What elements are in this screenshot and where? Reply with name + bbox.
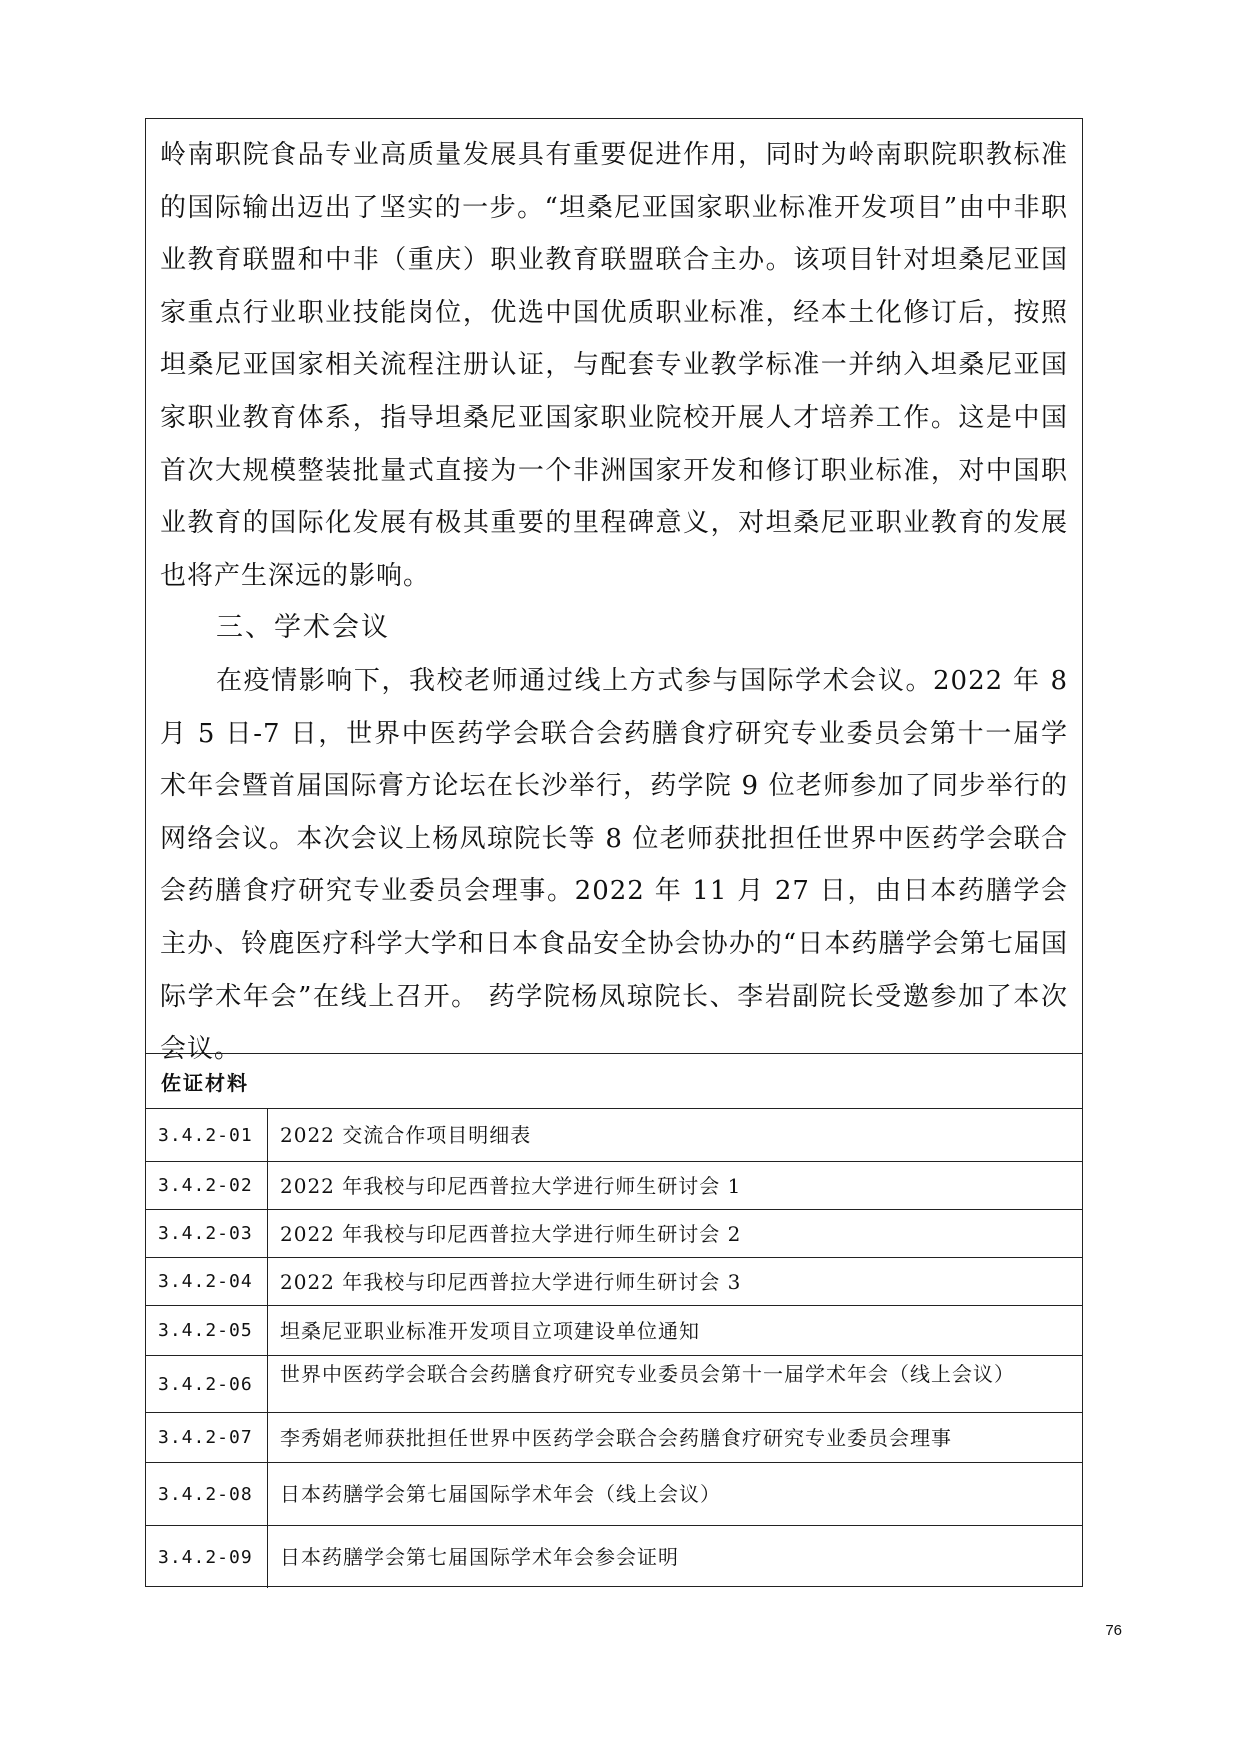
evidence-row [146,1305,1082,1355]
evidence-code: 3.4.2-09 [146,1526,268,1588]
evidence-row [146,1209,1082,1257]
evidence-code: 3.4.2-01 [146,1109,268,1161]
evidence-row [146,1108,1082,1161]
evidence-row [146,1355,1082,1412]
evidence-code: 3.4.2-02 [146,1162,268,1209]
evidence-code: 3.4.2-04 [146,1258,268,1305]
evidence-title: 2022 年我校与印尼西普拉大学进行师生研讨会 2 [280,1221,742,1246]
evidence-code: 3.4.2-08 [146,1463,268,1525]
evidence-code: 3.4.2-07 [146,1413,268,1462]
evidence-title: 李秀娟老师获批担任世界中医药学会联合会药膳食疗研究专业委员会理事 [280,1425,952,1450]
body-paragraph: 在疫情影响下，我校老师通过线上方式参与国际学术会议。2022 年 8 月 5 日-7 日，世界中医药学会联合会药膳食疗研究专业委员会第十一届学术年会暨首届国际膏方论坛在长沙举行，药学院 9 位老师参加了同步举行的网络会议。本次会议上杨凤琼院长等 8 位老师获批担任世界中医药学会联合会药膳食疗研究专业委员会理事。2022 年 11 月 27 日，由日本药膳学会主办、铃鹿医疗科学大学和日本食品安全协会协办的“日本药膳学会第七届国际学术年会”在线上召开。 药学院杨凤琼院长、李岩副院长受邀参加了本次会议。 [160,665,1068,1065]
evidence-row [146,1412,1082,1462]
evidence-title: 2022 年我校与印尼西普拉大学进行师生研讨会 3 [280,1269,742,1294]
evidence-row [146,1462,1082,1525]
document-frame [145,118,1083,1587]
evidence-title: 世界中医药学会联合会药膳食疗研究专业委员会第十一届学术年会（线上会议） [280,1362,1015,1386]
section-heading: 三、学术会议 [216,612,390,644]
evidence-title: 2022 交流合作项目明细表 [280,1123,532,1147]
evidence-title: 坦桑尼亚职业标准开发项目立项建设单位通知 [280,1318,700,1343]
body-text [146,119,1082,1065]
evidence-title: 2022 年我校与印尼西普拉大学进行师生研讨会 1 [280,1173,742,1198]
evidence-row [146,1525,1082,1588]
evidence-code: 3.4.2-06 [146,1356,268,1412]
evidence-title: 日本药膳学会第七届国际学术年会参会证明 [280,1545,679,1569]
page-number: 76 [1105,1622,1122,1639]
body-paragraph: 岭南职院食品专业高质量发展具有重要促进作用，同时为岭南职院职教标准的国际输出迈出了坚实的一步。“坦桑尼亚国家职业标准开发项目”由中非职业教育联盟和中非（重庆）职业教育联盟联合主办。该项目针对坦桑尼亚国家重点行业职业技能岗位，优选中国优质职业标准，经本土化修订后，按照坦桑尼亚国家相关流程注册认证，与配套专业教学标准一并纳入坦桑尼亚国家职业教育体系，指导坦桑尼亚国家职业院校开展人才培养工作。这是中国首次大规模整装批量式直接为一个非洲国家开发和修订职业标准，对中国职业教育的国际化发展有极其重要的里程碑意义，对坦桑尼亚职业教育的发展也将产生深远的影响。 [160,140,1068,591]
evidence-code: 3.4.2-05 [146,1306,268,1355]
evidence-header-label: 佐证材料 [161,1071,249,1095]
evidence-table-header [146,1053,1082,1108]
evidence-title: 日本药膳学会第七届国际学术年会（线上会议） [280,1482,721,1506]
evidence-row [146,1161,1082,1209]
evidence-code: 3.4.2-03 [146,1210,268,1257]
evidence-row [146,1257,1082,1305]
